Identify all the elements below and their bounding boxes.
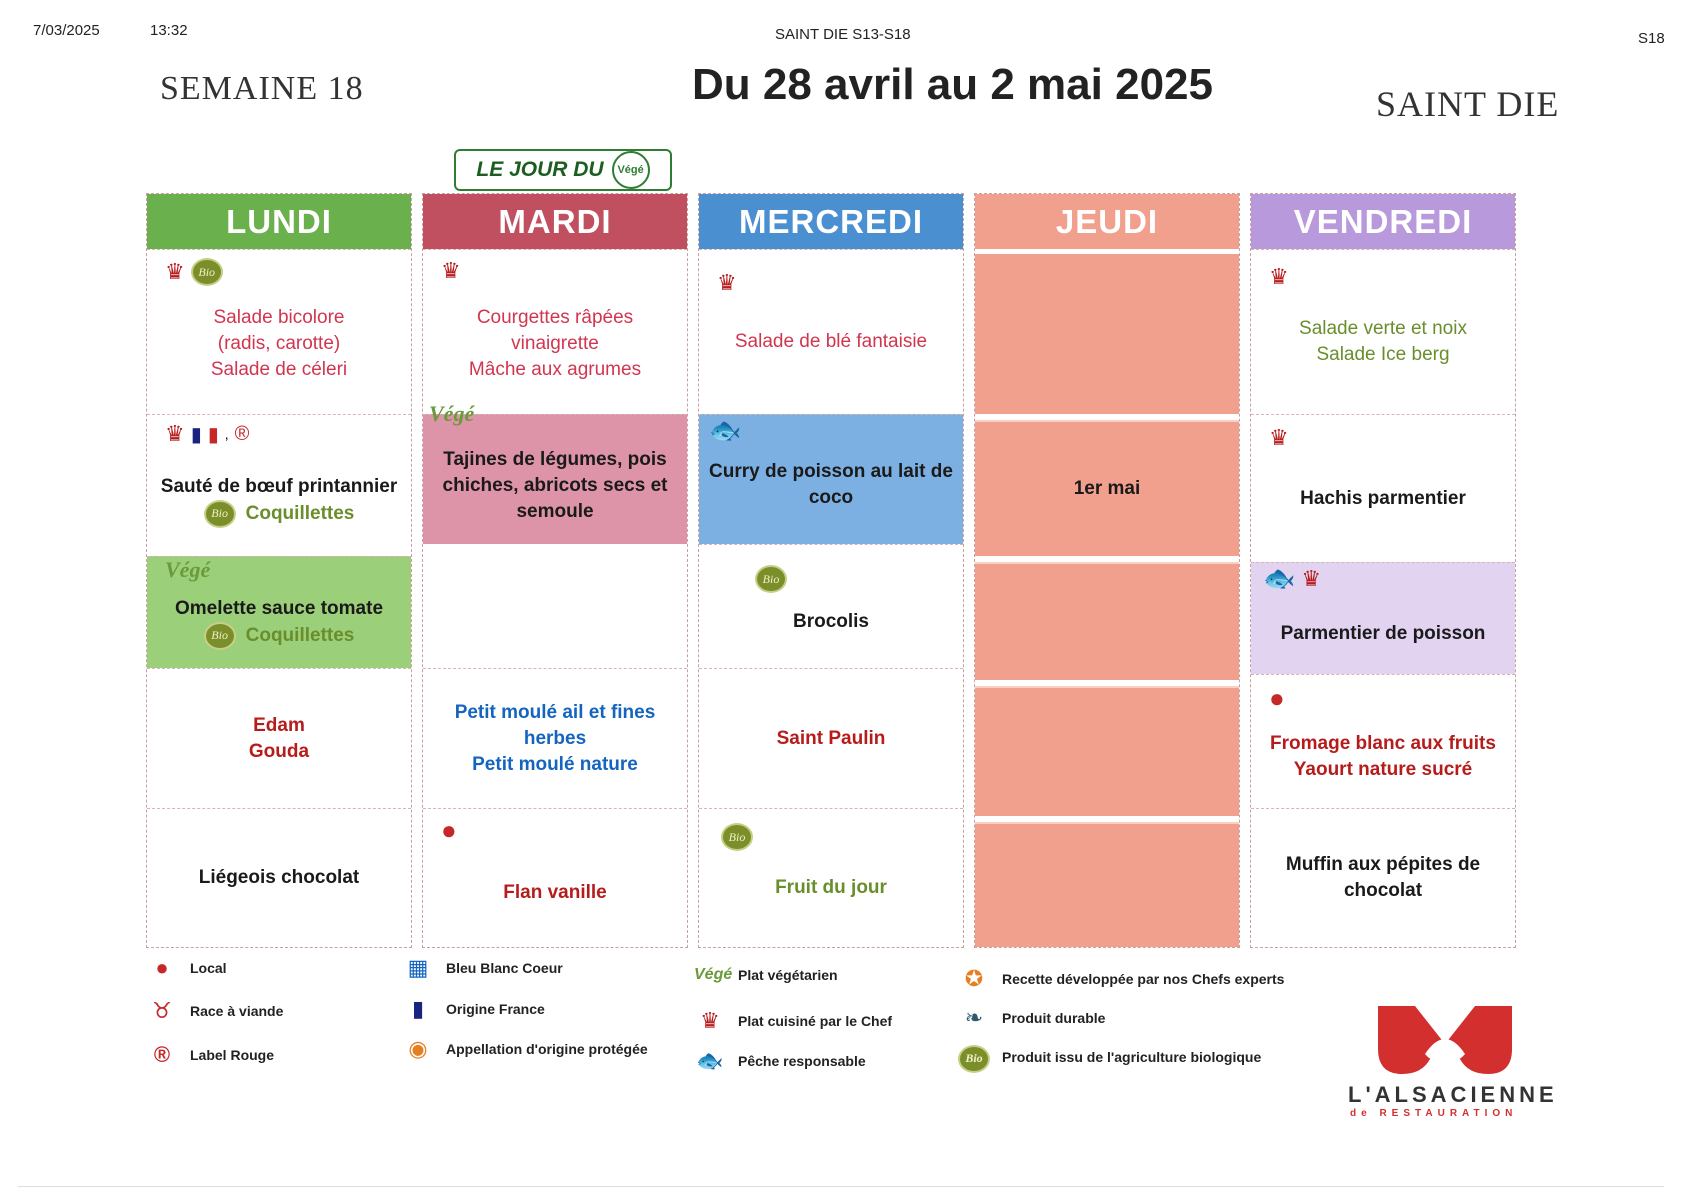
chef-icon: ♛ bbox=[165, 421, 185, 446]
flag-red-icon: ▮ bbox=[207, 423, 219, 446]
logo-name: L'ALSACIENNE bbox=[1348, 1082, 1558, 1107]
star-badge-icon: ✪ bbox=[964, 966, 984, 991]
alsacienne-logo bbox=[1370, 1004, 1520, 1074]
cell-lundi-cheese bbox=[147, 668, 411, 808]
cell-mardi-cheese bbox=[423, 668, 687, 808]
logo-sub: de RESTAURATION bbox=[1350, 1108, 1518, 1119]
chef-icon: ♛ bbox=[1301, 565, 1322, 591]
cell-jeudi-3 bbox=[975, 562, 1239, 680]
france-flag-icon: ▮ bbox=[190, 423, 202, 446]
page-bottom-line bbox=[18, 1186, 1664, 1187]
city-label: SAINT DIE bbox=[1376, 84, 1560, 124]
cell-mercredi-side bbox=[699, 544, 963, 668]
cell-vendredi-main1 bbox=[1251, 414, 1515, 562]
cell-lundi-main2 bbox=[147, 556, 411, 668]
local-pin-icon: ● bbox=[1269, 683, 1285, 713]
lundi-starter-2: (radis, carotte) bbox=[217, 333, 341, 354]
vege-logo-icon: Végé bbox=[612, 151, 650, 189]
vendredi-cheese-2: Yaourt nature sucré bbox=[1293, 758, 1473, 780]
mardi-cheese-1: Petit moulé ail et fines bbox=[454, 701, 656, 723]
mardi-dessert: Flan vanille bbox=[503, 882, 607, 903]
vege-day-badge bbox=[454, 149, 672, 191]
lundi-starter-1: Salade bicolore bbox=[213, 307, 345, 328]
mercredi-main1: Curry de poisson au lait de coco bbox=[709, 460, 953, 508]
vendredi-starter-2: Salade Ice berg bbox=[1316, 344, 1450, 365]
fish-icon: 🐟 bbox=[709, 415, 742, 445]
jeudi-holiday: 1er mai bbox=[1073, 478, 1141, 499]
doc-title: SAINT DIE S13-S18 bbox=[775, 26, 911, 43]
mercredi-starter: Salade de blé fantaisie bbox=[734, 331, 928, 352]
legend-recette: ✪ Recette développée par nos Chefs experts bbox=[958, 966, 1284, 992]
flag-separator: , bbox=[224, 426, 229, 442]
bleu-blanc-coeur-icon: ▦ bbox=[407, 955, 429, 980]
mardi-starter-1: Courgettes râpées bbox=[476, 307, 634, 328]
vendredi-starter-1: Salade verte et noix bbox=[1299, 318, 1467, 339]
lundi-main1: Sauté de bœuf printannier bbox=[160, 475, 398, 497]
label-rouge-icon: ® bbox=[153, 1042, 171, 1067]
vege-icon: Végé bbox=[429, 401, 475, 426]
column-mercredi bbox=[698, 193, 964, 948]
lundi-main2-side: Coquillettes bbox=[245, 624, 355, 646]
local-pin-icon: ● bbox=[441, 815, 457, 845]
vendredi-main1: Hachis parmentier bbox=[1300, 487, 1466, 509]
legend-local: ● Local bbox=[146, 955, 227, 981]
vendredi-main2: Parmentier de poisson bbox=[1280, 622, 1486, 644]
chef-icon: ♛ bbox=[1269, 425, 1289, 450]
lundi-starter-3: Salade de céleri bbox=[210, 359, 348, 380]
cell-lundi-starter bbox=[147, 249, 411, 414]
cell-jeudi-2 bbox=[975, 420, 1239, 556]
cell-mercredi-dessert bbox=[699, 808, 963, 947]
chef-icon: ♛ bbox=[1269, 264, 1289, 289]
cell-mercredi-cheese bbox=[699, 668, 963, 808]
legend-aop: ◉ Appellation d'origine protégée bbox=[402, 1036, 648, 1062]
legend-bio: Bio Produit issu de l'agriculture biologique bbox=[958, 1042, 1261, 1073]
legend-label-rouge: ® Label Rouge bbox=[146, 1042, 274, 1068]
cell-vendredi-starter bbox=[1251, 249, 1515, 414]
france-flag-icon: ▮ bbox=[411, 996, 425, 1021]
day-header-vendredi: VENDREDI bbox=[1251, 194, 1515, 249]
chef-icon: ♛ bbox=[165, 259, 185, 284]
cell-mardi-dessert bbox=[423, 808, 687, 947]
column-mardi bbox=[422, 193, 688, 948]
column-lundi bbox=[146, 193, 412, 948]
cow-icon: ♉ bbox=[152, 998, 172, 1023]
cell-jeudi-5 bbox=[975, 822, 1239, 947]
legend-chef: ♛ Plat cuisiné par le Chef bbox=[694, 1008, 892, 1034]
bio-icon: Bio bbox=[204, 500, 236, 528]
chef-icon: ♛ bbox=[717, 270, 737, 295]
label-rouge-icon: ® bbox=[234, 422, 250, 445]
cell-mardi-starter bbox=[423, 249, 687, 414]
day-header-mardi: MARDI bbox=[423, 194, 687, 249]
mercredi-cheese: Saint Paulin bbox=[776, 727, 886, 749]
vendredi-dessert: Muffin aux pépites de chocolat bbox=[1285, 854, 1481, 901]
bio-icon: Bio bbox=[191, 258, 223, 286]
bio-icon: Bio bbox=[721, 823, 753, 851]
cell-jeudi-1 bbox=[975, 254, 1239, 414]
mardi-cheese-2: herbes bbox=[523, 727, 587, 749]
cell-mercredi-main1 bbox=[699, 414, 963, 544]
vege-day-text: LE JOUR DU bbox=[476, 158, 604, 181]
print-time: 13:32 bbox=[150, 22, 188, 39]
column-vendredi bbox=[1250, 193, 1516, 948]
bio-icon: Bio bbox=[204, 622, 236, 650]
mardi-cheese-3: Petit moulé nature bbox=[472, 753, 638, 775]
mardi-starter-2: vinaigrette bbox=[511, 333, 599, 354]
lundi-dessert: Liégeois chocolat bbox=[198, 867, 360, 888]
legend-peche: 🐟 Pêche responsable bbox=[694, 1048, 866, 1074]
cell-vendredi-dessert bbox=[1251, 808, 1515, 947]
vege-icon: Végé bbox=[694, 966, 733, 983]
legend-race: ♉ Race à viande bbox=[146, 998, 283, 1024]
cell-vendredi-cheese bbox=[1251, 674, 1515, 808]
lundi-main1-side: Coquillettes bbox=[245, 502, 355, 524]
cell-mardi-main1 bbox=[423, 401, 687, 544]
day-header-lundi: LUNDI bbox=[147, 194, 411, 249]
print-date: 7/03/2025 bbox=[33, 22, 100, 39]
vege-icon: Végé bbox=[165, 557, 211, 582]
week-label: SEMAINE 18 bbox=[160, 70, 364, 107]
lundi-cheese-1: Edam bbox=[253, 714, 305, 736]
doc-code: S18 bbox=[1638, 30, 1665, 47]
lundi-main2: Omelette sauce tomate bbox=[174, 597, 384, 619]
day-header-mercredi: MERCREDI bbox=[699, 194, 963, 249]
mercredi-side: Brocolis bbox=[792, 610, 870, 632]
aop-icon: ◉ bbox=[408, 1036, 428, 1061]
cell-jeudi-4 bbox=[975, 686, 1239, 816]
cell-mardi-empty bbox=[423, 544, 687, 668]
vendredi-cheese-1: Fromage blanc aux fruits bbox=[1270, 732, 1496, 754]
legend-vege: Végé Plat végétarien bbox=[694, 966, 838, 983]
legend-bbc: ▦ Bleu Blanc Coeur bbox=[402, 955, 563, 981]
cell-mercredi-starter bbox=[699, 249, 963, 414]
bio-icon: Bio bbox=[958, 1045, 990, 1073]
day-header-jeudi: JEUDI bbox=[975, 194, 1239, 249]
chef-icon: ♛ bbox=[441, 258, 461, 283]
local-pin-icon: ● bbox=[155, 955, 169, 980]
cell-lundi-dessert bbox=[147, 808, 411, 947]
lundi-cheese-2: Gouda bbox=[248, 740, 310, 762]
chef-icon: ♛ bbox=[700, 1008, 720, 1033]
bio-icon: Bio bbox=[755, 565, 787, 593]
page-title: Du 28 avril au 2 mai 2025 bbox=[692, 60, 1213, 109]
mercredi-dessert: Fruit du jour bbox=[775, 877, 887, 898]
cell-vendredi-main2 bbox=[1251, 562, 1515, 674]
mardi-starter-3: Mâche aux agrumes bbox=[468, 359, 642, 380]
column-jeudi bbox=[974, 193, 1240, 948]
leaf-icon: ❧ bbox=[964, 1005, 984, 1030]
fish-icon: 🐟 bbox=[1263, 563, 1296, 593]
fish-icon: 🐟 bbox=[696, 1048, 724, 1073]
alsacienne-logo-mark bbox=[1370, 1004, 1520, 1074]
legend-origine: ▮ Origine France bbox=[402, 996, 545, 1022]
mardi-main1: Tajines de légumes, pois chiches, abricots secs et semoule bbox=[442, 448, 668, 522]
legend-durable: ❧ Produit durable bbox=[958, 1005, 1105, 1031]
cell-lundi-main1 bbox=[147, 414, 411, 556]
